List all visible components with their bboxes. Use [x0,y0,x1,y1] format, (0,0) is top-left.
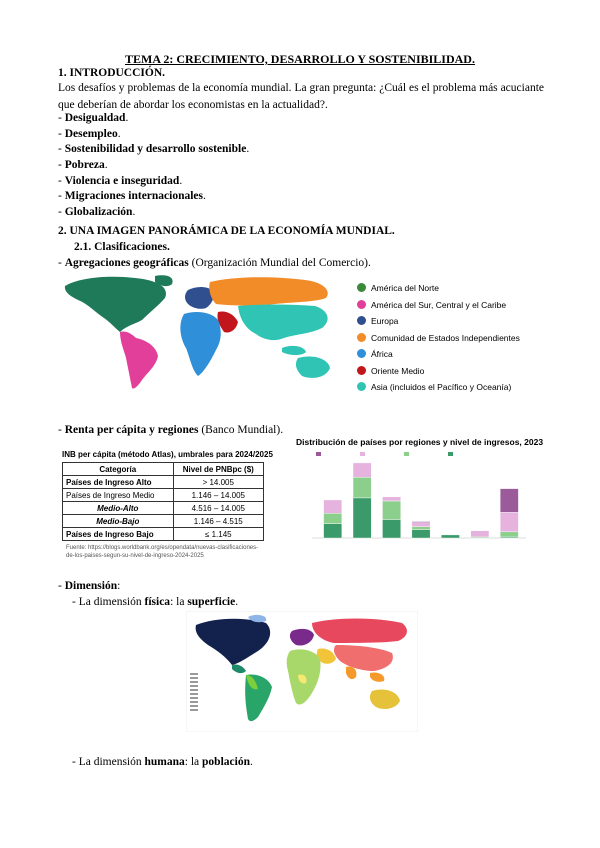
chart-bar-segment [324,513,342,523]
inb-level-cell: 1.146 – 14.005 [173,489,263,502]
legend-item: Asia (incluidos el Pacífico y Oceanía) [357,382,511,392]
intro-list-item: - Globalización. [58,206,136,219]
chart-bar-segment [353,463,371,477]
legend-item: África [357,349,393,359]
inb-category-cell: Medio-Bajo [63,515,174,528]
agregaciones-line: - Agregaciones geográficas (Organización Mundial del Comercio). [58,257,371,269]
chart-bar-segment [324,524,342,538]
legend-item: América del Sur, Central y el Caribe [357,300,506,310]
humana-line: - La dimensión humana: la población. [72,756,253,768]
intro-list-item: - Desigualdad. [58,112,129,124]
inb-level-cell: 1.146 – 4.515 [173,515,263,528]
legend-swatch [357,316,366,325]
surface-world-map [186,611,418,732]
intro-list [58,112,249,222]
subheading-clasificaciones: 2.1. Clasificaciones. [74,241,170,253]
chart-title: Distribución de países por regiones y nivel de ingresos, 2023 [296,437,544,447]
chart-bar-segment [412,527,430,530]
section-heading-intro: 1. INTRODUCCIÓN. [58,67,166,79]
chart-legend-swatch [360,452,365,456]
inb-category-cell: Países de Ingreso Medio [63,489,174,502]
table-row [63,476,264,489]
legend-swatch [357,333,366,342]
inb-level-cell: 4.516 – 14.005 [173,502,263,515]
chart-bar-segment [471,531,489,537]
legend-swatch [357,300,366,309]
intro-list-item: - Violencia e inseguridad. [58,174,183,187]
inb-header-level: Nivel de PNBpc ($) [173,463,263,476]
chart-legend-swatch [404,452,409,456]
table-row [63,489,264,502]
chart-bar-segment [500,489,518,513]
legend-item: Comunidad de Estados Independientes [357,333,520,343]
intro-list-item: - Desempleo. [58,127,121,140]
chart-legend-swatch [448,452,453,456]
page-title: TEMA 2: CRECIMIENTO, DESARROLLO Y SOSTENIBILIDAD. [125,52,475,66]
inb-header-category: Categoría [63,463,174,476]
intro-list-item: - Sostenibilidad y desarrollo sostenible. [58,143,250,156]
income-region-chart [296,450,530,545]
intro-paragraph: Los desafíos y problemas de la economía mundial. La gran pregunta: ¿Cuál es el problema más acuciante que deberían de abordar los economistas en la actualidad?. [58,82,544,111]
chart-bar-segment [412,530,430,538]
chart-bar-segment [324,500,342,513]
inb-category-cell: Países de Ingreso Bajo [63,528,174,541]
wto-regions-map [60,272,350,392]
section-heading-panorama: 2. UNA IMAGEN PANORÁMICA DE LA ECONOMÍA MUNDIAL. [58,225,395,237]
chart-bar-segment [441,535,459,538]
legend-swatch [357,349,366,358]
renta-line: - Renta per cápita y regiones (Banco Mundial). [58,424,284,436]
chart-bar-segment [382,519,400,538]
chart-bar-segment [500,512,518,532]
legend-item: Europa [357,316,398,326]
fisica-line: - La dimensión física: la superficie. [72,596,239,608]
table-row [63,528,264,541]
chart-bar-segment [382,501,400,520]
chart-legend-swatch [316,452,321,456]
legend-item: América del Norte [357,283,439,293]
intro-list-item: - Pobreza. [58,159,108,172]
legend-swatch [357,283,366,292]
inb-level-cell: ≤ 1.145 [173,528,263,541]
legend-swatch [357,382,366,391]
inb-category-cell: Medio-Alto [63,502,174,515]
intro-list-item: - Migraciones internacionales. [58,190,206,203]
chart-bar-segment [500,532,518,537]
inb-table-caption: INB per cápita (método Atlas), umbrales para 2024/2025 [62,450,273,459]
chart-bar-segment [382,497,400,501]
chart-bar-segment [353,477,371,498]
inb-category-cell: Países de Ingreso Alto [63,476,174,489]
legend-swatch [357,366,366,375]
legend-item: Oriente Medio [357,366,424,376]
chart-bar-segment [353,498,371,538]
inb-source: Fuente: https://blogs.worldbank.org/es/opendata/nuevas-clasificaciones-de-los-paises-segun-su-nivel-de-ingreso-2024-2025 [66,545,259,559]
chart-bar-segment [412,523,430,527]
dimension-line: - Dimensión: [58,580,121,592]
inb-level-cell: > 14.005 [173,476,263,489]
table-row [63,515,264,528]
chart-bar-segment [412,522,430,523]
table-row [63,502,264,515]
inb-table [62,462,264,541]
